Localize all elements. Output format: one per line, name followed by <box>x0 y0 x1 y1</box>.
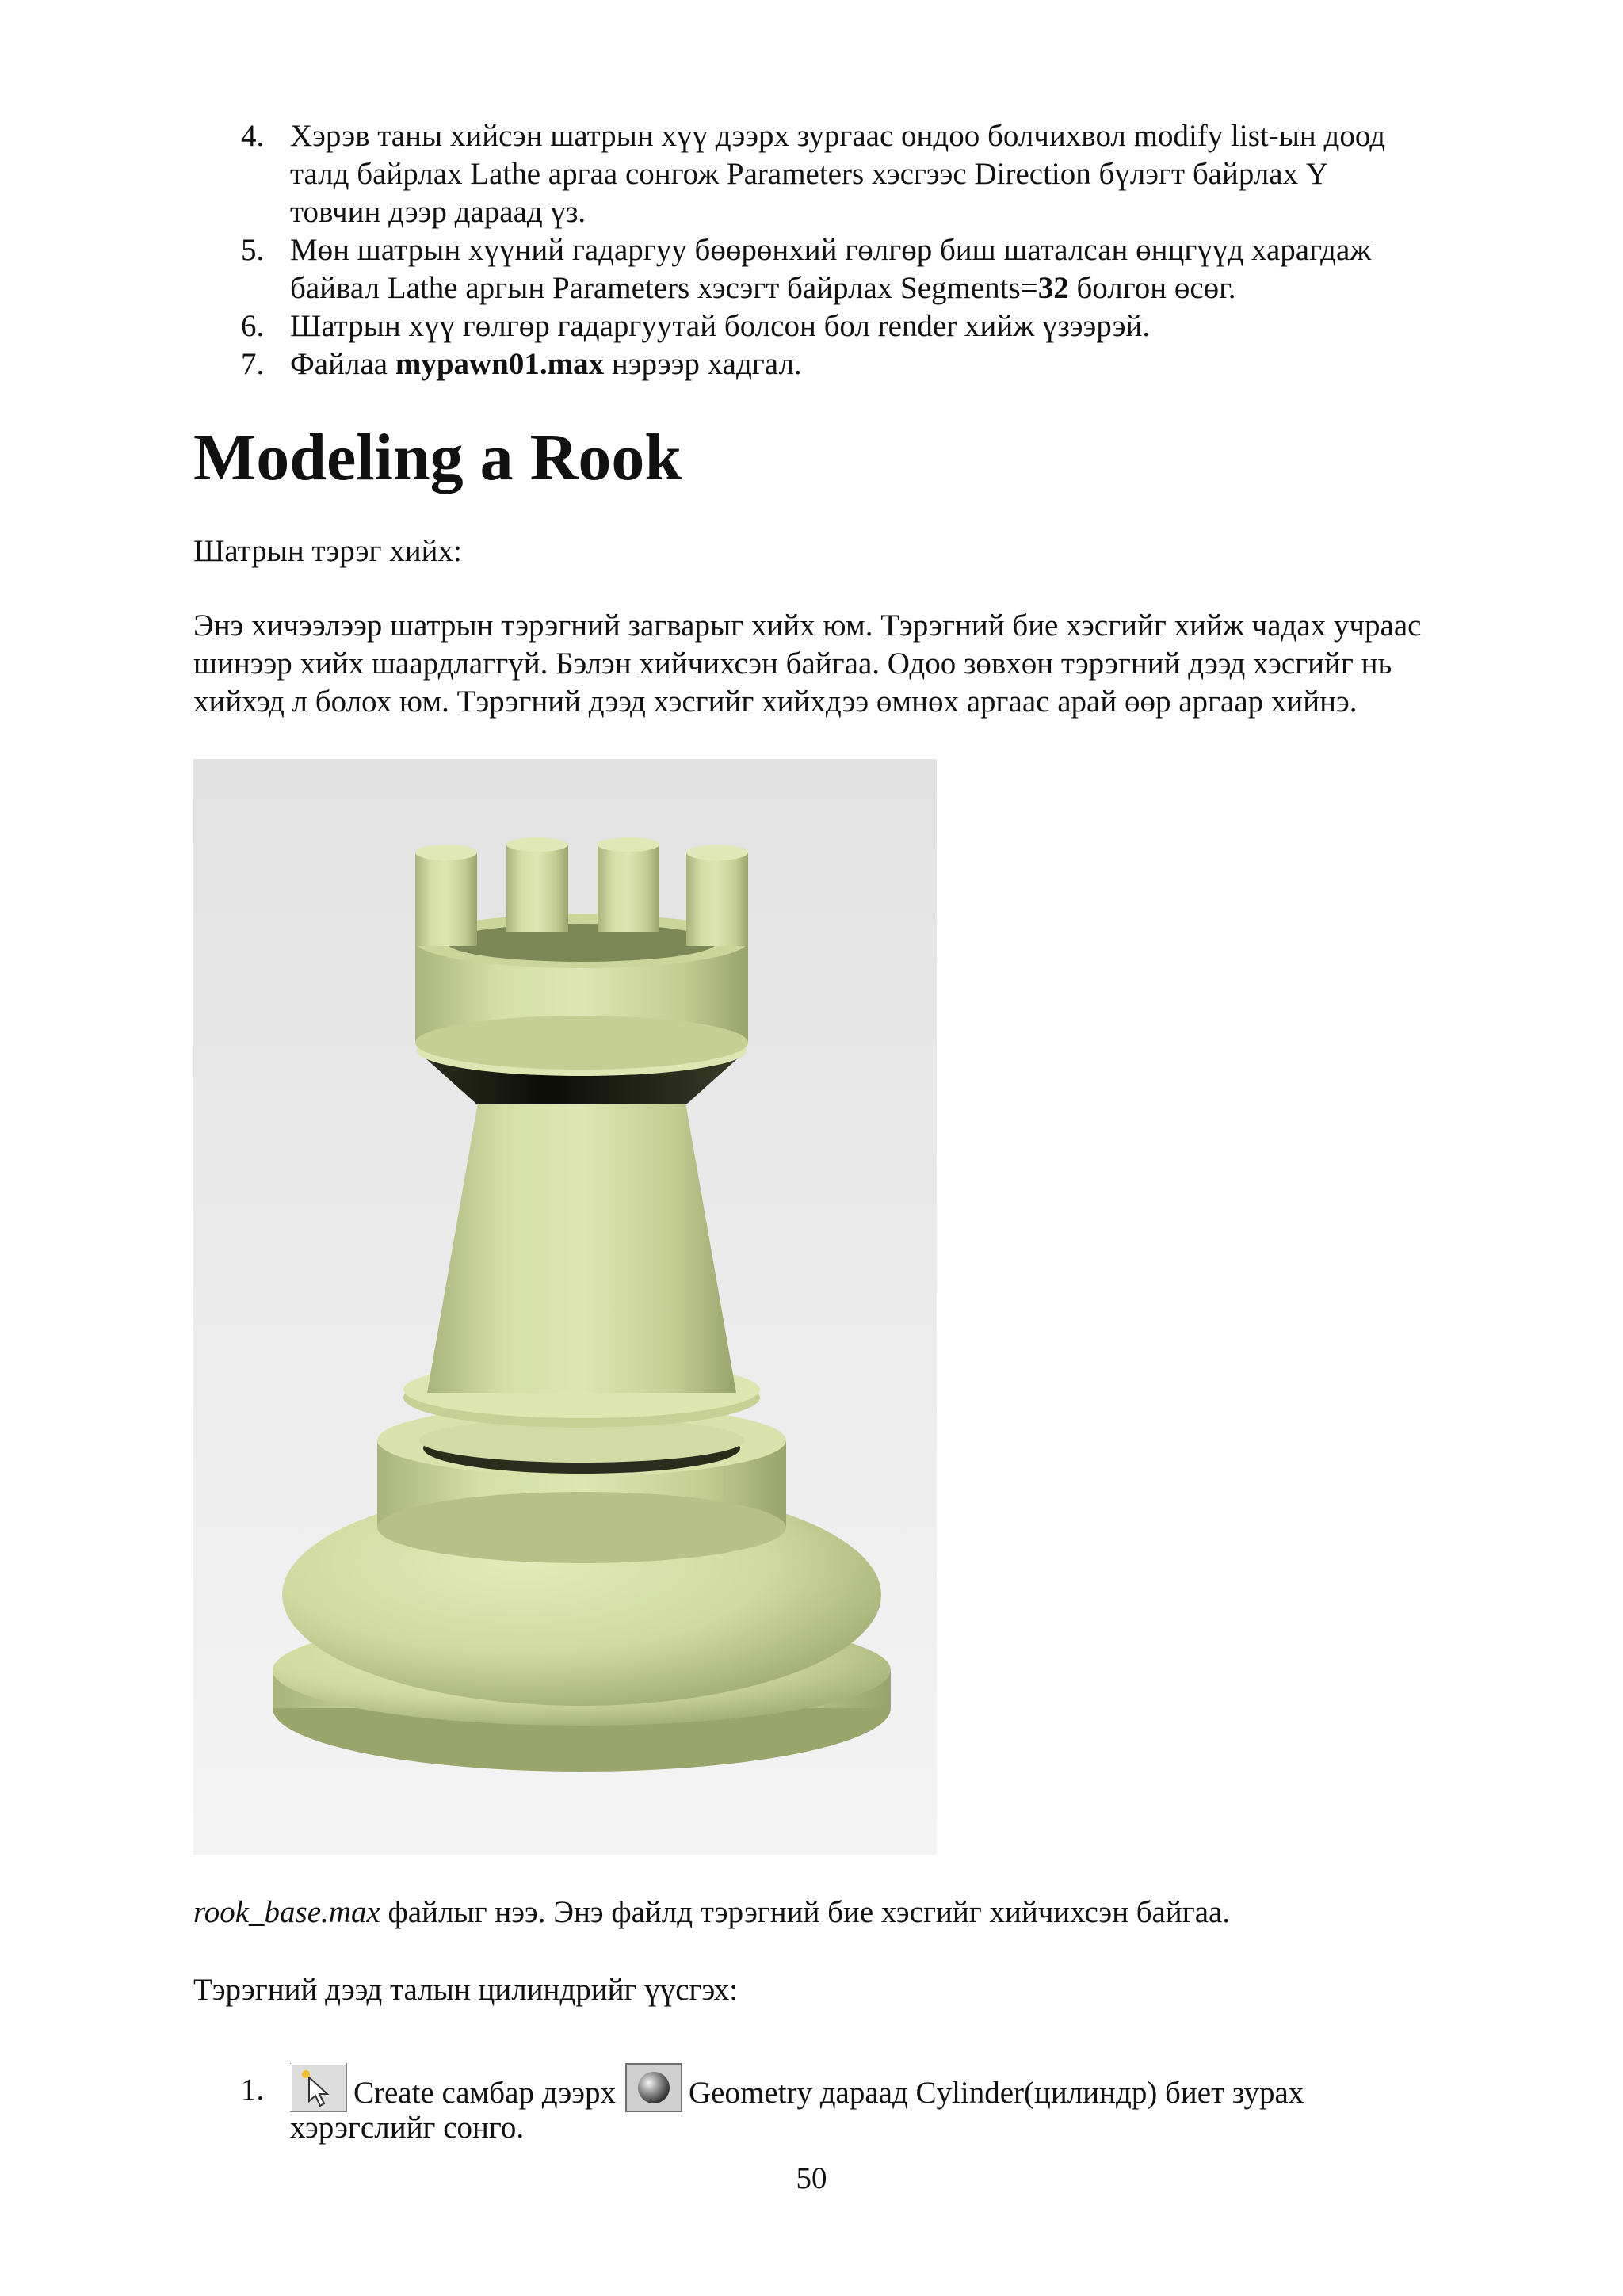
list-item <box>193 345 1493 383</box>
list-number: 4. <box>241 119 265 153</box>
step-text: Create самбар дээрх <box>353 2076 616 2110</box>
list-text: байвал Lathe аргын Parameters хэсэгт байрлах Segments= <box>290 271 1038 305</box>
list-number: 1. <box>241 2073 265 2107</box>
list-text: Шатрын хүү гөлгөр гадаргуутай болсон бол render хийж үзээрэй. <box>290 309 1151 343</box>
geometry-sphere-icon <box>625 2063 682 2112</box>
list-text: Файлаа <box>290 347 395 381</box>
segments-value: 32 <box>1037 271 1069 305</box>
create-panel-icon <box>290 2063 347 2112</box>
list-number: 7. <box>241 347 265 381</box>
list-text: товчин дээр дараад үз. <box>290 195 586 229</box>
list-text: болгон өсөг. <box>1068 271 1236 305</box>
step-text: Geometry дараад Cylinder(цилиндр) биет зурах <box>689 2076 1304 2110</box>
section-heading: Modeling a Rook <box>193 421 682 494</box>
rook-render-image <box>193 759 937 1855</box>
file-note <box>193 1894 1461 1932</box>
step-line <box>290 2050 1304 2112</box>
list-text: талд байрлах Lathe аргаа сонгож Parameters хэсгээс Direction бүлэгт байрлах Y <box>290 157 1329 191</box>
list-number: 6. <box>241 309 265 343</box>
list-number: 5. <box>241 233 265 267</box>
intro-paragraph: Энэ хичээлээр шатрын тэрэгний загварыг хийх юм. Тэрэгний бие хэсгийг хийж чадах учраас шинээр хийх шаардлаггүй. Бэлэн хийчихсэн байгаа. Одоо зөвхөн тэрэгний дээд хэсгийг нь хийхэд л болох юм. Тэрэгний дээд хэсгийг хийхдээ өмнөх аргаас арай өөр аргаар хийнэ. <box>193 608 1422 719</box>
file-name: mypawn01.max <box>395 347 605 381</box>
cylinder-heading: Тэрэгний дээд талын цилиндрийг үүсгэх: <box>193 1973 739 2007</box>
page-number: 50 <box>796 2161 827 2195</box>
list-text: Хэрэв таны хийсэн шатрын хүү дээрх зургаас ондоо болчихвол modify list-ын доод <box>290 119 1386 153</box>
list-text: Мөн шатрын хүүний гадаргуу бөөрөнхий гөлгөр биш шаталсан өнцгүүд харагдаж <box>290 233 1372 267</box>
instruction-list <box>193 117 1493 383</box>
list-item <box>193 307 1493 345</box>
list-item <box>193 231 1493 307</box>
file-note-text: файлыг нээ. Энэ файлд тэрэгний бие хэсгийг хийчихсэн байгаа. <box>380 1895 1231 1929</box>
list-text: нэрээр хадгал. <box>604 347 802 381</box>
step-text: хэрэгслийг сонго. <box>290 2111 525 2145</box>
intro-label: Шатрын тэрэг хийх: <box>193 534 462 568</box>
file-name-italic: rook_base.max <box>193 1895 380 1929</box>
list-item <box>193 117 1493 231</box>
